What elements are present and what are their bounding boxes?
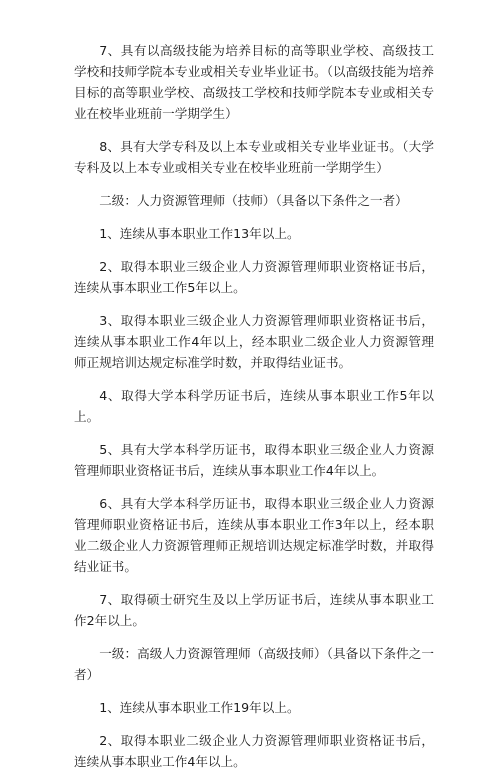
paragraph-level2-condition-7: 7、取得硕士研究生及以上学历证书后，连续从事本职业工作2年以上。 [74, 592, 434, 628]
section-heading-level-1: 一级：高级人力资源管理师（高级技师）（具备以下条件之一者） [74, 646, 434, 682]
paragraph-level2-condition-5: 5、具有大学本科学历证书，取得本职业三级企业人力资源管理师职业资格证书后，连续从事本职业工作4年以上。 [74, 442, 434, 478]
paragraph-condition-7-vocational: 7、具有以高级技能为培养目标的高等职业学校、高级技工学校和技师学院本专业或相关专业毕业证书。（以高级技能为培养目标的高等职业学校、高级技工学校和技师学院本专业或相关专业在校毕业班前一学期学生） [74, 43, 434, 121]
paragraph-level2-condition-1: 1、连续从事本职业工作13年以上。 [99, 226, 300, 241]
paragraph-level1-condition-1: 1、连续从事本职业工作19年以上。 [99, 700, 300, 715]
document-body [74, 40, 434, 784]
paragraph-level2-condition-3: 3、取得本职业三级企业人力资源管理师职业资格证书后，连续从事本职业工作4年以上，经本职业二级企业人力资源管理师正规培训达规定标准学时数，并取得结业证书。 [74, 313, 434, 370]
section-heading-level-2: 二级：人力资源管理师（技师）（具备以下条件之一者） [99, 193, 408, 208]
paragraph-level2-condition-4: 4、取得大学本科学历证书后，连续从事本职业工作5年以上。 [74, 388, 434, 424]
paragraph-level2-condition-2: 2、取得本职业三级企业人力资源管理师职业资格证书后，连续从事本职业工作5年以上。 [74, 259, 434, 295]
paragraph-condition-8-college: 8、具有大学专科及以上本专业或相关专业毕业证书。（大学专科及以上本专业或相关专业在校毕业班前一学期学生） [74, 139, 434, 175]
paragraph-level1-condition-2: 2、取得本职业二级企业人力资源管理师职业资格证书后，连续从事本职业工作4年以上。 [74, 733, 434, 769]
paragraph-level2-condition-6: 6、具有大学本科学历证书，取得本职业三级企业人力资源管理师职业资格证书后，连续从事本职业工作3年以上，经本职业二级企业人力资源管理师正规培训达规定标准学时数，并取得结业证书。 [74, 496, 434, 574]
